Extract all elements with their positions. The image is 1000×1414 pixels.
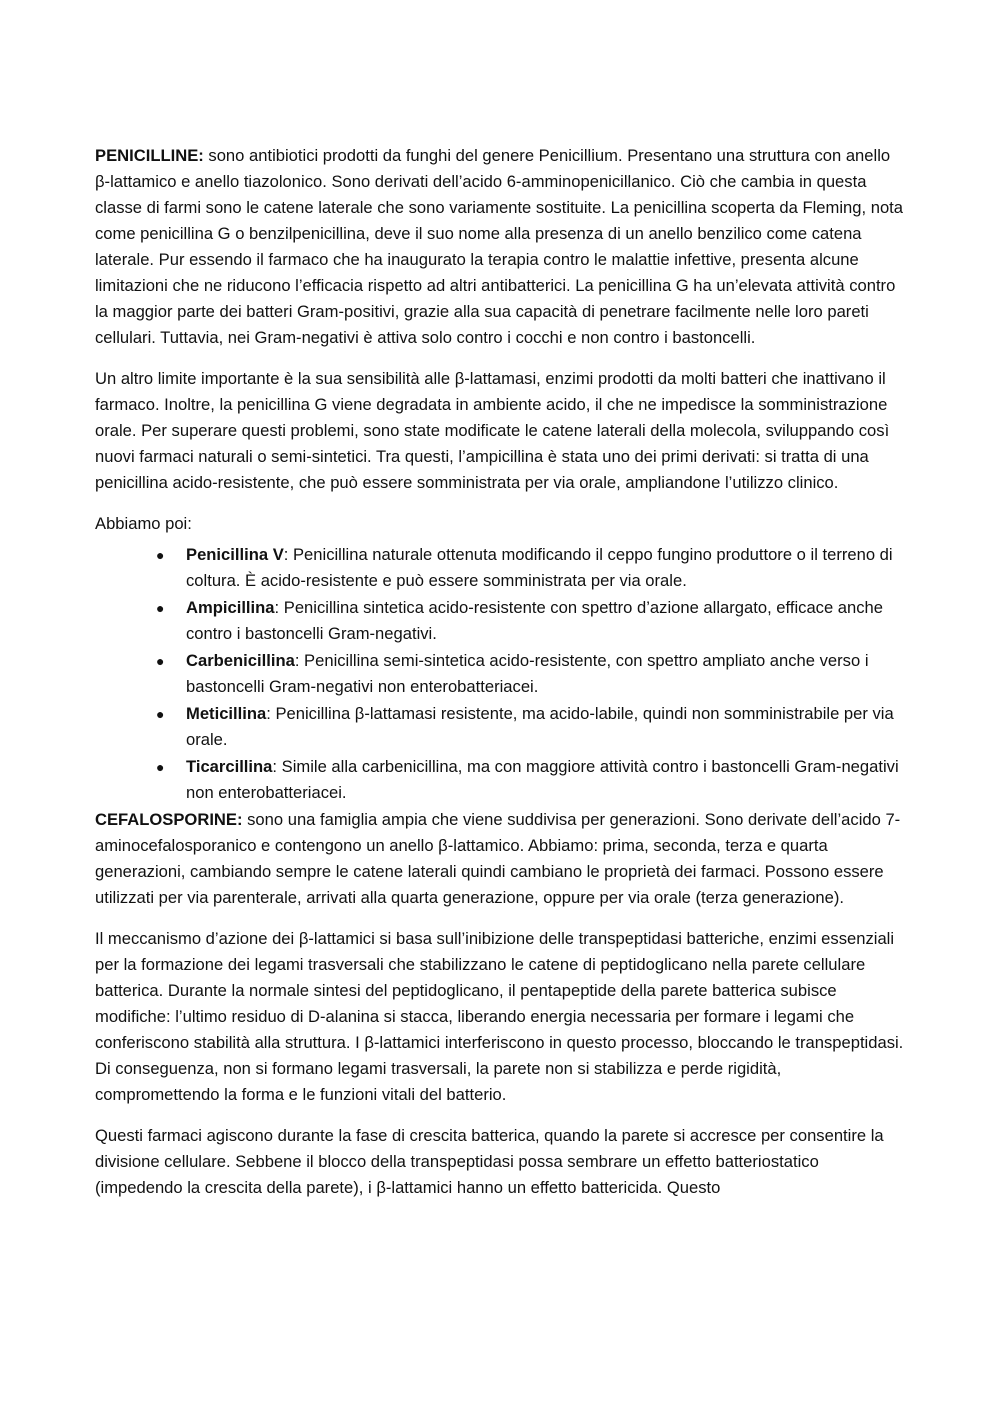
paragraph-crescita: Questi farmaci agiscono durante la fase di crescita batterica, quando la parete si accresce per consentire la divisione cellulare. Sebbene il blocco della transpeptidasi possa sembrare un effetto batteriostatico (impedendo la crescita della parete), i β-lattamici hanno un effetto battericida. Questo	[95, 1126, 884, 1197]
list-item	[95, 701, 908, 753]
paragraph-text: sono una famiglia ampia che viene suddivisa per generazioni. Sono derivate dell’acido 7-aminocefalosporanico e contengono un anello β-lattamico. Abbiamo: prima, seconda, terza e quarta generazioni, cambiando sempre le catene laterali quindi cambiano le proprietà dei farmaci. Possono essere utilizzati per via parenterale, arrivati alla quarta generazione, oppure per via orale (terza generazione).	[95, 810, 901, 907]
list-item-term: Carbenicillina	[186, 651, 295, 670]
list-item-text: : Penicillina sintetica acido-resistente con spettro d’azione allargato, efficace anche contro i bastoncelli Gram-negativi.	[186, 598, 884, 643]
list-item	[95, 754, 908, 806]
bullet-icon: ●	[156, 759, 165, 775]
paragraph-penicilline	[95, 143, 908, 351]
penicillin-list-wrapper	[95, 542, 908, 806]
list-item	[95, 595, 908, 647]
paragraph-limiti: Un altro limite importante è la sua sensibilità alle β-lattamasi, enzimi prodotti da molti batteri che inattivano il farmaco. Inoltre, la penicillina G viene degradata in ambiente acido, il che ne impedisce la somministrazione orale. Per superare questi problemi, sono state modificate le catene laterali della molecola, sviluppando così nuovi farmaci naturali o semi-sintetici. Tra questi, l’ampicillina è stata uno dei primi derivati: si tratta di una penicillina acido-resistente, che può essere somministrata per via orale, ampliandone l’utilizzo clinico.	[95, 369, 890, 492]
list-item-term: Penicillina V	[186, 545, 284, 564]
list-item-term: Ticarcillina	[186, 757, 273, 776]
heading-cefalosporine: CEFALOSPORINE:	[95, 810, 243, 829]
list-item-term: Ampicillina	[186, 598, 275, 617]
list-item-text: : Penicillina semi-sintetica acido-resistente, con spettro ampliato anche verso i bastoncelli Gram-negativi non enterobatteriacei.	[186, 651, 869, 696]
bullet-icon: ●	[156, 653, 165, 669]
list-item	[95, 542, 908, 594]
bullet-icon: ●	[156, 600, 165, 616]
paragraph-abbiamo-poi: Abbiamo poi:	[95, 514, 192, 533]
list-item-text: : Simile alla carbenicillina, ma con maggiore attività contro i bastoncelli Gram-negativi non enterobatteriacei.	[186, 757, 899, 802]
list-item-text: : Penicillina naturale ottenuta modificando il ceppo fungino produttore o il terreno di coltura. È acido-resistente e può essere somministrata per via orale.	[186, 545, 893, 590]
paragraph-cefalosporine	[95, 807, 908, 911]
paragraph-meccanismo: Il meccanismo d’azione dei β-lattamici si basa sull’inibizione delle transpeptidasi batteriche, enzimi essenziali per la formazione dei legami trasversali che stabilizzano le catene di peptidoglicano nella parete cellulare batterica. Durante la normale sintesi del peptidoglicano, il pentapeptide della parete batterica subisce modifiche: l’ultimo residuo di D-alanina si stacca, liberando energia necessaria per formare i legami che conferiscono stabilità alla struttura. I β-lattamici interferiscono in questo processo, bloccando le transpeptidasi. Di conseguenza, non si formano legami trasversali, la parete non si stabilizza e perde rigidità, compromettendo la forma e le funzioni vitali del batterio.	[95, 929, 904, 1104]
list-item-text: : Penicillina β-lattamasi resistente, ma acido-labile, quindi non somministrabile per via orale.	[186, 704, 894, 749]
bullet-icon: ●	[156, 706, 165, 722]
heading-penicilline: PENICILLINE:	[95, 146, 204, 165]
list-item	[95, 648, 908, 700]
paragraph-text: sono antibiotici prodotti da funghi del genere Penicillium. Presentano una struttura con anello β-lattamico e anello tiazolonico. Sono derivati dell’acido 6-amminopenicillanico. Ciò che cambia in questa classe di farmi sono le catene laterale che sono variamente sostituite. La penicillina scoperta da Fleming, nota come penicillina G o benzilpenicillina, deve il suo nome alla presenza di un anello benzilico come catena laterale. Pur essendo il farmaco che ha inaugurato la terapia contro le malattie infettive, presenta alcune limitazioni che ne riducono l’efficacia rispetto ad altri antibatterici. La penicillina G ha un’elevata attività contro la maggior parte dei batteri Gram-positivi, grazie alla sua capacità di penetrare facilmente nelle loro pareti cellulari. Tuttavia, nei Gram-negativi è attiva solo contro i cocchi e non contro i bastoncelli.	[95, 146, 904, 347]
list-item-term: Meticillina	[186, 704, 267, 723]
bullet-icon: ●	[156, 547, 165, 563]
penicillin-list	[95, 542, 908, 806]
